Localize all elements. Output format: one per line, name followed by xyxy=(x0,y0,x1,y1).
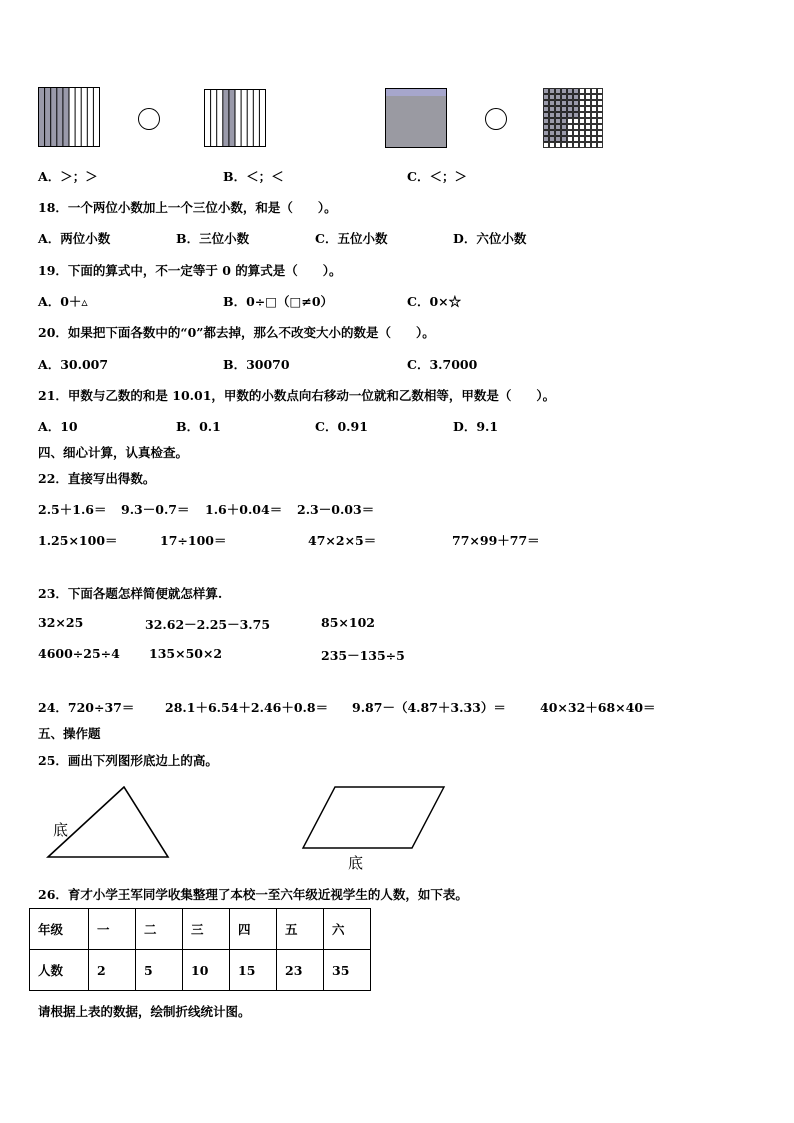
q19-option-b[interactable]: B．0÷□（□≠0） xyxy=(223,294,334,309)
grid-cell xyxy=(580,113,585,118)
grid-cell xyxy=(598,113,603,118)
table-cell: 五 xyxy=(277,909,324,950)
table-row xyxy=(30,909,371,950)
q17-compare-circle-2[interactable] xyxy=(484,107,508,131)
grid-cell xyxy=(550,89,555,94)
q22-item[interactable]: 2.5＋1.6＝ xyxy=(38,502,107,517)
q18-question: 18．一个两位小数加上一个三位小数，和是（ ）。 xyxy=(38,200,337,215)
grid-cell xyxy=(544,113,549,118)
grid-cell xyxy=(592,113,597,118)
q17-option-b[interactable]: B．＜；＜ xyxy=(223,169,284,184)
q22-question: 22．直接写出得数。 xyxy=(38,471,156,486)
table-cell: 35 xyxy=(324,950,371,991)
q18-option-b[interactable]: B．三位小数 xyxy=(176,231,250,246)
grid-cell xyxy=(580,107,585,112)
grid-cell xyxy=(550,113,555,118)
grid-cell xyxy=(562,143,567,148)
q21-option-c[interactable]: C．0.91 xyxy=(315,419,368,434)
grid-cell xyxy=(586,125,591,130)
grid-cell xyxy=(550,107,555,112)
table-cell: 三 xyxy=(183,909,230,950)
q17-figure-grid xyxy=(543,88,603,148)
grid-cell xyxy=(556,131,561,136)
grid-cell xyxy=(556,113,561,118)
grid-cell xyxy=(550,119,555,124)
q22-item[interactable]: 2.3－0.03＝ xyxy=(297,502,375,517)
grid-cell xyxy=(586,107,591,112)
q20-option-b[interactable]: B．30070 xyxy=(223,357,290,372)
grid-cell xyxy=(592,89,597,94)
grid-cell xyxy=(592,95,597,100)
q24-item[interactable]: 24．720÷37＝ xyxy=(38,700,135,715)
grid-cell xyxy=(586,119,591,124)
q22-item[interactable]: 9.3－0.7＝ xyxy=(121,502,190,517)
grid-cell xyxy=(598,101,603,106)
grid-cell xyxy=(568,113,573,118)
table-cell: 2 xyxy=(89,950,136,991)
grid-cell xyxy=(550,125,555,130)
grid-cell xyxy=(568,95,573,100)
grid-cell xyxy=(586,89,591,94)
q22-item[interactable]: 77×99＋77＝ xyxy=(452,533,540,548)
grid-cell xyxy=(562,131,567,136)
grid-cell xyxy=(598,107,603,112)
section-4-heading: 四、细心计算，认真检查。 xyxy=(38,445,189,460)
grid-cell xyxy=(568,89,573,94)
q26-question: 26．育才小学王军同学收集整理了本校一至六年级近视学生的人数，如下表。 xyxy=(38,887,468,902)
table-cell: 15 xyxy=(230,950,277,991)
grid-cell xyxy=(592,137,597,142)
grid-cell xyxy=(544,137,549,142)
grid-cell xyxy=(592,143,597,148)
grid-cell xyxy=(556,101,561,106)
grid-cell xyxy=(598,125,603,130)
grid-cell xyxy=(586,143,591,148)
grid-cell xyxy=(580,143,585,148)
grid-cell xyxy=(568,119,573,124)
grid-cell xyxy=(550,101,555,106)
grid-cell xyxy=(562,107,567,112)
grid-cell xyxy=(556,125,561,130)
q25-triangle-base-label: 底 xyxy=(53,821,69,839)
section-5-heading: 五、操作题 xyxy=(38,726,101,741)
q21-question: 21．甲数与乙数的和是 10.01，甲数的小数点向右移动一位就和乙数相等，甲数是（ ）。 xyxy=(38,388,556,403)
grid-cell xyxy=(574,101,579,106)
q26-data-table xyxy=(29,908,371,991)
q18-option-c[interactable]: C．五位小数 xyxy=(315,231,388,246)
grid-cell xyxy=(556,107,561,112)
grid-cell xyxy=(568,125,573,130)
table-row xyxy=(30,950,371,991)
q22-item[interactable]: 17÷100＝ xyxy=(160,533,227,548)
q20-option-a[interactable]: A．30.007 xyxy=(38,357,109,372)
table-cell: 四 xyxy=(230,909,277,950)
grid-cell xyxy=(568,107,573,112)
grid-cell xyxy=(562,89,567,94)
grid-cell xyxy=(574,107,579,112)
grid-cell xyxy=(562,125,567,130)
table-cell: 5 xyxy=(136,950,183,991)
grid-cell xyxy=(556,143,561,148)
grid-cell xyxy=(562,113,567,118)
grid-cell xyxy=(544,131,549,136)
q20-option-c[interactable]: C．3.7000 xyxy=(407,357,478,372)
q21-option-a[interactable]: A．10 xyxy=(38,419,78,434)
q18-option-d[interactable]: D．六位小数 xyxy=(453,231,527,246)
grid-cell xyxy=(550,95,555,100)
q20-question: 20．如果把下面各数中的“0”都去掉，那么不改变大小的数是（ ）。 xyxy=(38,325,435,340)
q19-option-c[interactable]: C．0×☆ xyxy=(407,294,462,309)
q26-instruction: 请根据上表的数据，绘制折线统计图。 xyxy=(38,1004,251,1019)
grid-cell xyxy=(544,89,549,94)
grid-cell xyxy=(544,119,549,124)
q23-item[interactable]: 85×102 xyxy=(321,615,375,630)
table-cell: 10 xyxy=(183,950,230,991)
q21-option-d[interactable]: D．9.1 xyxy=(453,419,499,434)
grid-cell xyxy=(592,125,597,130)
grid-cell xyxy=(598,143,603,148)
q18-option-a[interactable]: A．两位小数 xyxy=(38,231,111,246)
grid-cell xyxy=(562,101,567,106)
q24-item[interactable]: 40×32＋68×40＝ xyxy=(540,700,656,715)
grid-cell xyxy=(568,137,573,142)
grid-cell xyxy=(598,119,603,124)
grid-cell xyxy=(568,131,573,136)
grid-cell xyxy=(586,137,591,142)
grid-cell xyxy=(592,119,597,124)
grid-cell xyxy=(562,137,567,142)
grid-cell xyxy=(550,143,555,148)
grid-cell xyxy=(586,131,591,136)
q25-parallelogram-base-label: 底 xyxy=(348,854,364,872)
q19-question: 19．下面的算式中，不一定等于 0 的算式是（ ）。 xyxy=(38,263,342,278)
table-cell: 六 xyxy=(324,909,371,950)
grid-cell xyxy=(580,137,585,142)
grid-cell xyxy=(580,89,585,94)
grid-cell xyxy=(580,131,585,136)
grid-cell xyxy=(544,101,549,106)
table-cell: 23 xyxy=(277,950,324,991)
grid-cell xyxy=(598,131,603,136)
q17-figure-left-strips xyxy=(38,87,100,147)
q23-item[interactable]: 4600÷25÷4 xyxy=(38,646,120,661)
q17-compare-circle-1[interactable] xyxy=(137,107,161,131)
q25-parallelogram[interactable] xyxy=(301,786,447,850)
q22-item[interactable]: 1.25×100＝ xyxy=(38,533,118,548)
grid-cell xyxy=(544,107,549,112)
q23-item[interactable]: 32.62－2.25－3.75 xyxy=(145,617,271,632)
grid-cell xyxy=(562,119,567,124)
grid-cell xyxy=(544,143,549,148)
grid-cell xyxy=(580,101,585,106)
grid-cell xyxy=(574,131,579,136)
q23-item[interactable]: 32×25 xyxy=(38,615,84,630)
grid-cell xyxy=(586,113,591,118)
grid-cell xyxy=(562,95,567,100)
grid-cell xyxy=(544,125,549,130)
grid-cell xyxy=(568,101,573,106)
grid-cell xyxy=(574,119,579,124)
grid-cell xyxy=(574,125,579,130)
q19-option-a[interactable]: A．0＋▵ xyxy=(38,294,88,309)
q23-item[interactable]: 135×50×2 xyxy=(149,646,223,661)
grid-cell xyxy=(592,101,597,106)
grid-cell xyxy=(568,143,573,148)
q24-item[interactable]: 9.87－（4.87＋3.33）＝ xyxy=(352,700,506,715)
grid-cell xyxy=(556,119,561,124)
grid-cell xyxy=(574,89,579,94)
q17-option-c[interactable]: C．＜；＞ xyxy=(407,169,467,184)
grid-cell xyxy=(598,89,603,94)
grid-cell xyxy=(580,125,585,130)
q22-item[interactable]: 1.6＋0.04＝ xyxy=(205,502,283,517)
q21-option-b[interactable]: B．0.1 xyxy=(176,419,221,434)
grid-cell xyxy=(598,137,603,142)
table-cell: 二 xyxy=(136,909,183,950)
grid-cell xyxy=(544,95,549,100)
grid-cell xyxy=(556,95,561,100)
q24-item[interactable]: 28.1＋6.54＋2.46＋0.8＝ xyxy=(165,700,329,715)
grid-cell xyxy=(556,137,561,142)
table-cell: 年级 xyxy=(30,909,89,950)
grid-cell xyxy=(586,101,591,106)
grid-cell xyxy=(574,113,579,118)
q25-question: 25．画出下列图形底边上的高。 xyxy=(38,753,218,768)
grid-cell xyxy=(574,137,579,142)
grid-cell xyxy=(592,131,597,136)
table-cell: 一 xyxy=(89,909,136,950)
grid-cell xyxy=(598,95,603,100)
q17-figure-shaded-square xyxy=(385,88,447,148)
q17-option-a[interactable]: A．＞；＞ xyxy=(38,169,98,184)
q23-item[interactable]: 235－135÷5 xyxy=(321,648,405,663)
grid-cell xyxy=(574,95,579,100)
grid-cell xyxy=(556,89,561,94)
table-cell: 人数 xyxy=(30,950,89,991)
grid-cell xyxy=(586,95,591,100)
grid-cell xyxy=(550,131,555,136)
q17-figure-mid-strips xyxy=(204,89,266,147)
grid-cell xyxy=(574,143,579,148)
grid-cell xyxy=(550,137,555,142)
grid-cell xyxy=(580,95,585,100)
grid-cell xyxy=(580,119,585,124)
grid-cell xyxy=(592,107,597,112)
q23-question: 23．下面各题怎样简便就怎样算. xyxy=(38,586,223,601)
q22-item[interactable]: 47×2×5＝ xyxy=(308,533,377,548)
